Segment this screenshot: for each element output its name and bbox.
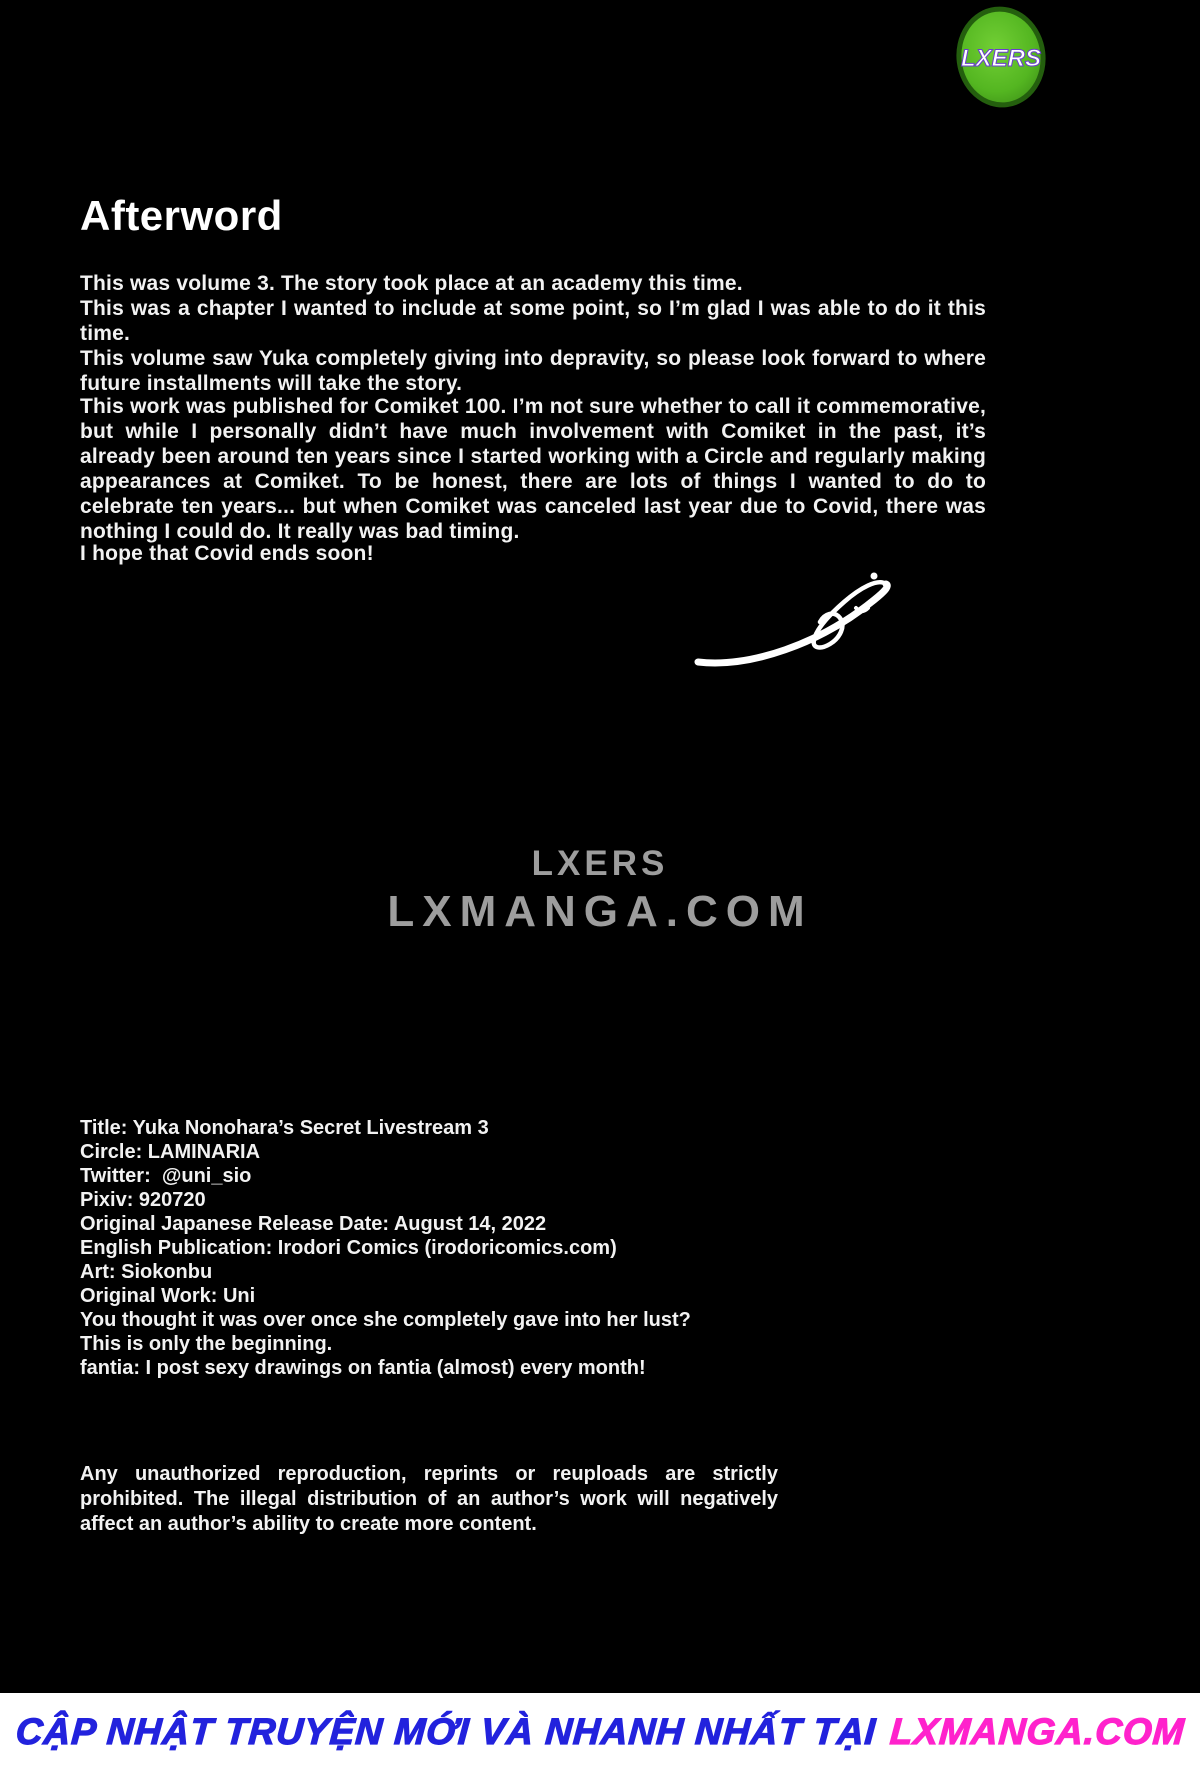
credit-line-pixiv: Pixiv: 920720 — [80, 1189, 206, 1211]
afterword-paragraph-1 — [80, 271, 986, 396]
credit-line-title: Title: Yuka Nonohara’s Secret Livestream 3 — [80, 1117, 489, 1139]
afterword-paragraph-2: This work was published for Comiket 100. I’m not sure whether to call it commemorative, but while I personally didn’t have much involvement with Comiket in the past, it’s already been around ten years since I started working with a Circle and regularly making appearances at Comiket. To be honest, there are lots of things I wanted to do to celebrate ten years... but when Comiket was canceled last year due to Covid, there was nothing I could do. It really was bad timing. — [80, 395, 986, 543]
credit-line-twitter: Twitter: @uni_sio — [80, 1165, 252, 1187]
lxers-logo-icon — [955, 6, 1047, 108]
credit-line-fantia: fantia: I post sexy drawings on fantia (almost) every month! — [80, 1357, 646, 1379]
artist-signature-icon — [688, 568, 903, 676]
credit-line-release-date: Original Japanese Release Date: August 14, 2022 — [80, 1213, 547, 1235]
paragraph-line: This volume saw Yuka completely giving into depravity, so please look forward to where future installments will take the story. — [80, 347, 986, 395]
watermark — [0, 842, 1200, 938]
paragraph-line: This was volume 3. The story took place at an academy this time. — [80, 272, 743, 295]
footer-message: CẬP NHẬT TRUYỆN MỚI VÀ NHANH NHẤT TẠI — [14, 1710, 878, 1752]
copyright-notice: Any unauthorized reproduction, reprints or reuploads are strictly prohibited. The illegal distribution of an author’s work will negatively affect an author’s ability to create more content. — [80, 1463, 778, 1535]
credit-line-publication: English Publication: Irodori Comics (irodoricomics.com) — [80, 1237, 617, 1259]
closing-line: I hope that Covid ends soon! — [80, 542, 374, 565]
lxers-logo — [955, 6, 1047, 108]
credit-line-teaser-2: This is only the beginning. — [80, 1333, 333, 1355]
watermark-line1: LXERS — [531, 844, 669, 883]
footer-text — [14, 1711, 1186, 1753]
credit-line-original-work: Original Work: Uni — [80, 1285, 256, 1307]
credit-line-teaser-1: You thought it was over once she completely gave into her lust? — [80, 1309, 691, 1331]
footer-site-link[interactable]: LXMANGA.COM — [888, 1710, 1186, 1752]
footer-banner — [0, 1693, 1200, 1770]
lxers-logo-label: LXERS — [960, 45, 1042, 72]
paragraph-line: This was a chapter I wanted to include at some point, so I’m glad I was able to do it this time. — [80, 297, 986, 345]
watermark-line2: LXMANGA.COM — [387, 887, 813, 936]
credit-line-circle: Circle: LAMINARIA — [80, 1141, 261, 1163]
page-title: Afterword — [80, 192, 283, 239]
credit-line-art: Art: Siokonbu — [80, 1261, 213, 1283]
credits-block — [80, 1116, 986, 1380]
